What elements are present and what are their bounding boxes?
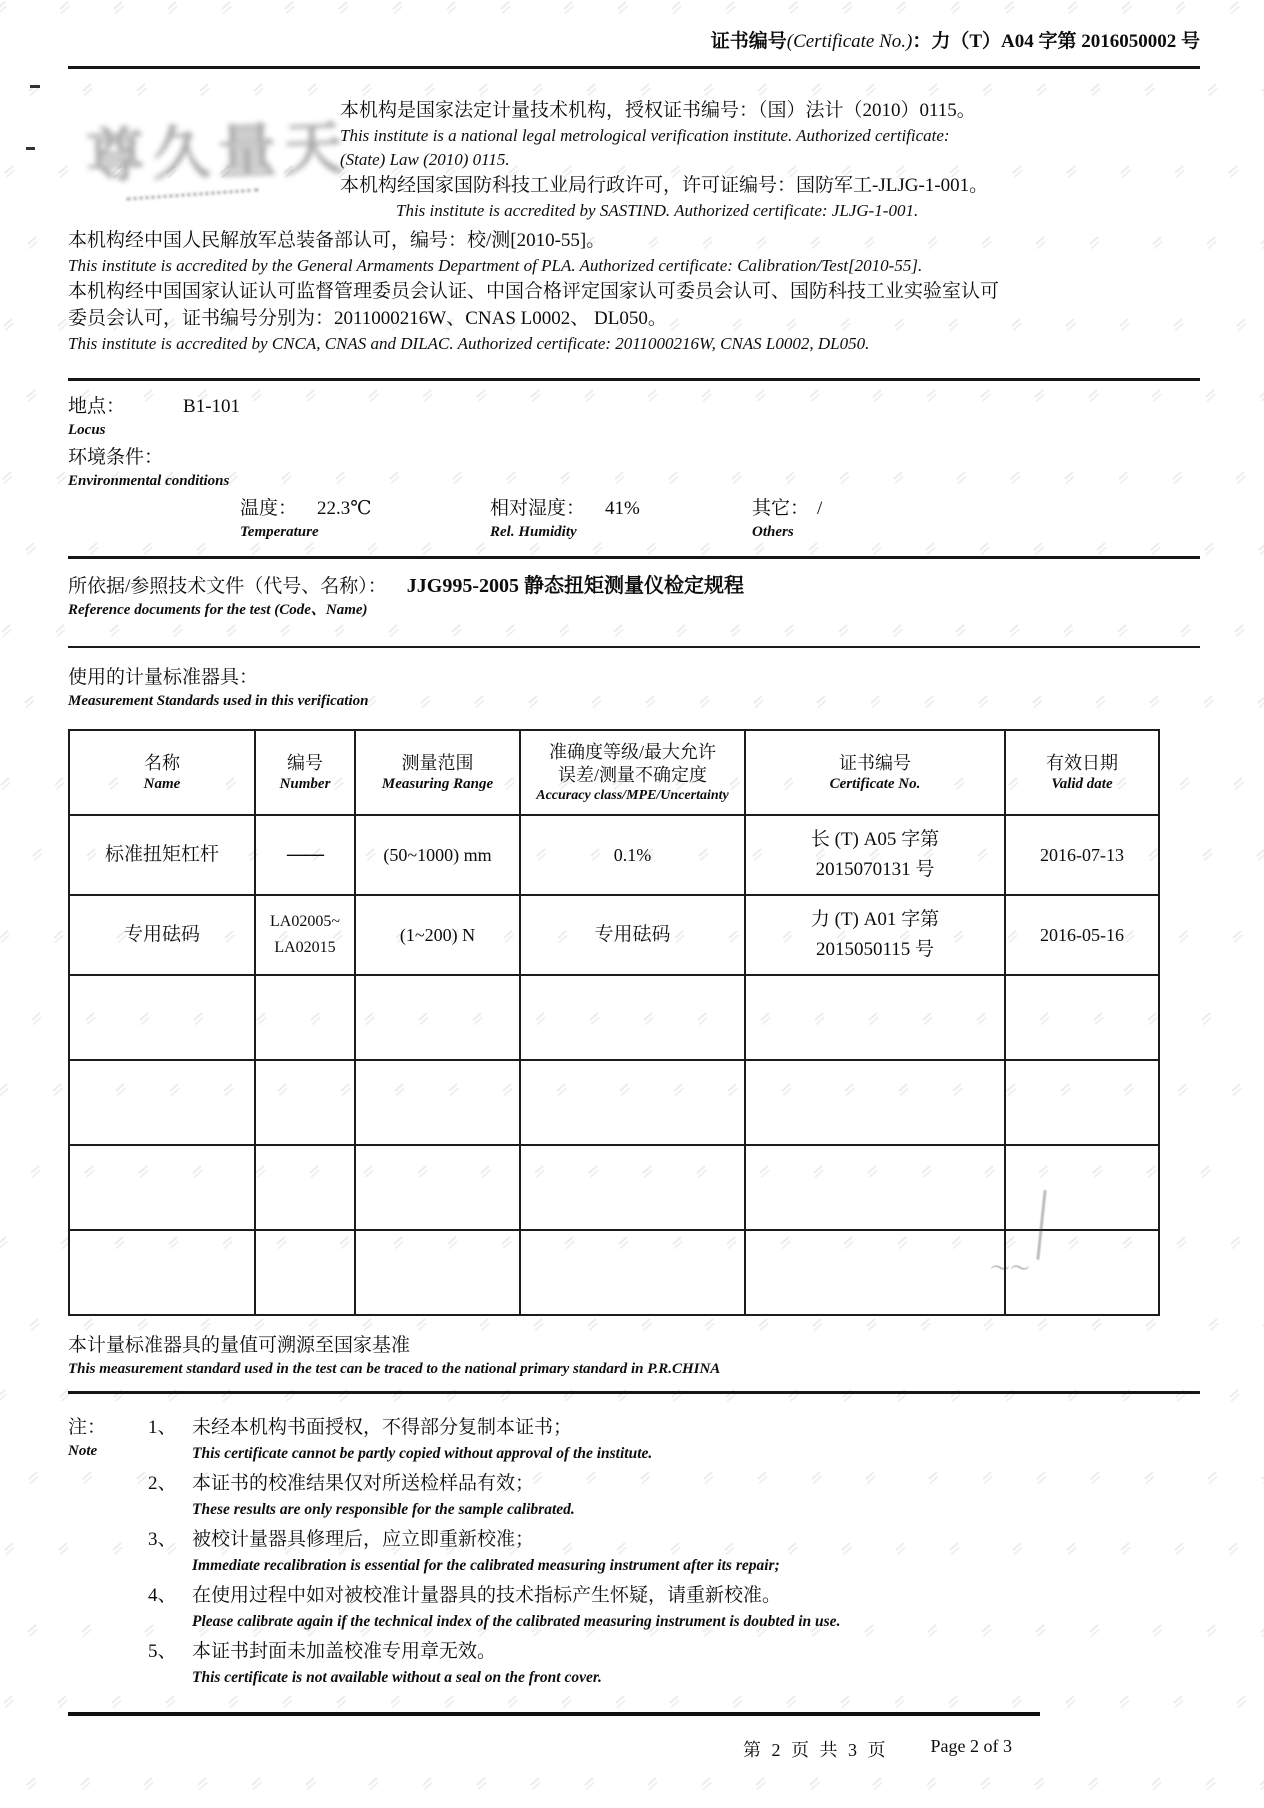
column-header-accuracy [520, 730, 745, 815]
temperature-label-cn: 温度： [240, 498, 298, 519]
environment-item-temperature [240, 495, 490, 542]
certificate-number-line [68, 30, 1200, 54]
traceability-line-cn: 本计量标准器具的量值可溯源至国家基准 [68, 1335, 411, 1356]
header-rule [68, 66, 1200, 69]
section-rule [68, 556, 1200, 559]
cell-accuracy: 专用砝码 [520, 895, 745, 975]
column-label-en: Valid date [1051, 776, 1113, 792]
others-label-cn: 其它： [752, 498, 810, 519]
note-text-en: This certificate is not available without a seal on the front cover. [192, 1669, 602, 1686]
note-item [148, 1526, 1200, 1578]
reference-line [68, 573, 1200, 600]
accreditation-line-cn: 本机构经中国人民解放军总装备部认可，编号：校/测[2010-55]。 [68, 230, 606, 251]
location-label-en: Locus [68, 422, 106, 438]
environment-label-en: Environmental conditions [68, 473, 230, 489]
note-text-en: These results are only responsible for the sample calibrated. [192, 1501, 575, 1518]
certificate-number-label-cn: 证书编号 [710, 31, 787, 52]
humidity-label-en: Rel. Humidity [490, 524, 577, 540]
humidity-value: 41% [605, 498, 640, 519]
reference-label-cn: 所依据/参照技术文件（代号、名称）： [68, 576, 387, 597]
column-header-name [69, 730, 255, 815]
standards-title-en: Measurement Standards used in this verification [68, 693, 369, 709]
accreditation-line-en: This institute is accredited by the General Armaments Department of PLA. Authorized certificate: Calibration/Test[2010-55]. [68, 256, 923, 275]
accreditation-line-en: This institute is a national legal metrological verification institute. Authorized certificate: [340, 126, 950, 145]
column-label-cn: 证书编号 [839, 753, 911, 773]
accreditation-line-cn: 本机构经中国国家认证认可监督管理委员会认证、中国合格评定国家认可委员会认可、国防科技工业实验室认可 [68, 281, 1000, 302]
accreditation-line-cn: 本机构是国家法定计量技术机构，授权证书编号：（国）法计（2010）0115。 [340, 100, 976, 121]
cell-certificate: 力 (T) A01 字第 2015050115 号 [745, 895, 1005, 975]
environment-label-cn: 环境条件： [68, 447, 164, 468]
accreditation-line-en: (State) Law (2010) 0115. [340, 150, 510, 169]
column-label-cn: 名称 [144, 753, 180, 773]
others-label-en: Others [752, 524, 794, 540]
others-value: / [817, 498, 823, 519]
note-item [148, 1582, 1200, 1634]
cell-range: (50~1000) mm [355, 815, 520, 895]
note-number: 1、 [148, 1417, 177, 1438]
accreditation-line-en: This institute is accredited by CNCA, CNAS and DILAC. Authorized certificate: 2011000216W, CNAS L0002, DL050. [68, 334, 870, 353]
section-rule [68, 646, 1200, 648]
note-text-cn: 在使用过程中如对被校准计量器具的技术指标产生怀疑，请重新校准。 [192, 1585, 782, 1606]
cell-number: —— [255, 815, 355, 895]
accreditation-line-cn: 本机构经国家国防科技工业局行政许可，许可证编号：国防军工-JLJG-1-001。 [340, 175, 989, 196]
note-text-cn: 本证书的校准结果仅对所送检样品有效； [192, 1473, 535, 1494]
column-label-cn: 准确度等级/最大允许 [548, 741, 716, 762]
column-header-valid-date [1005, 730, 1159, 815]
cell-valid-date: 2016-05-16 [1005, 895, 1159, 975]
page-footer [68, 1736, 1200, 1762]
note-text-cn: 未经本机构书面授权，不得部分复制本证书； [192, 1417, 573, 1438]
temperature-value: 22.3℃ [317, 498, 372, 519]
note-text-cn: 被校计量器具修理后，应立即重新校准； [192, 1529, 535, 1550]
table-row-empty [69, 1060, 1159, 1145]
notes-label-en: Note [68, 1443, 98, 1459]
table-row [69, 895, 1159, 975]
column-label-en: Measuring Range [381, 776, 494, 792]
page-number-cn: 第 2 页 共 3 页 [743, 1740, 889, 1760]
scan-artifact-dash [26, 147, 35, 150]
accreditation-line-cn: 委员会认可，证书编号分别为：2011000216W、CNAS L0002、 DL050。 [68, 308, 667, 329]
environment-item-others [752, 495, 822, 542]
table-header-row [69, 730, 1159, 815]
reference-value: JJG995-2005 静态扭矩测量仪检定规程 [406, 575, 744, 597]
note-text-en: Please calibrate again if the technical index of the calibrated measuring instrument is doubted in use. [192, 1613, 841, 1630]
note-number: 4、 [148, 1585, 177, 1606]
logo-glyphs: 尊久量天 [85, 115, 352, 190]
note-text-cn: 本证书封面未加盖校准专用章无效。 [192, 1641, 497, 1662]
cell-name: 标准扭矩杠杆 [69, 815, 255, 895]
notes-section [68, 1414, 1200, 1694]
certificate-number-label-en: (Certificate No.) [786, 31, 913, 52]
standards-table [68, 729, 1160, 1316]
environment-item-humidity [490, 495, 752, 542]
intro-section [68, 95, 1200, 223]
location-label-cn: 地点： [68, 396, 126, 417]
note-number: 5、 [148, 1641, 177, 1662]
column-label-en: Certificate No. [829, 776, 921, 792]
column-label-cn: 编号 [287, 753, 323, 773]
reference-label-en: Reference documents for the test (Code、Name) [68, 602, 368, 618]
note-number: 2、 [148, 1473, 177, 1494]
location-value: B1-101 [183, 396, 241, 417]
note-item [148, 1470, 1200, 1522]
note-text-en: Immediate recalibration is essential for the calibrated measuring instrument after its repair; [192, 1557, 780, 1574]
cell-valid-date: 2016-07-13 [1005, 815, 1159, 895]
column-header-number [255, 730, 355, 815]
column-label-en: Name [143, 776, 181, 792]
column-label-cn: 误差/测量不确定度 [557, 764, 707, 785]
cell-name: 专用砝码 [69, 895, 255, 975]
note-text-en: This certificate cannot be partly copied without approval of the institute. [192, 1445, 653, 1462]
scan-artifact-dash [30, 85, 40, 88]
standards-title-cn: 使用的计量标准器具： [68, 667, 259, 688]
footer-rule [68, 1712, 1040, 1716]
certificate-number-value: ：力（T）A04 字第 2016050002 号 [912, 31, 1200, 52]
page-number-en: Page 2 of 3 [930, 1736, 1012, 1756]
column-label-en: Number [279, 776, 331, 792]
table-row-empty [69, 1145, 1159, 1230]
note-item [148, 1638, 1200, 1690]
humidity-label-cn: 相对湿度： [490, 498, 586, 519]
notes-items [148, 1414, 1200, 1694]
note-item [148, 1414, 1200, 1466]
column-label-en: Accuracy class/MPE/Uncertainty [536, 787, 729, 803]
traceability-line-en: This measurement standard used in the test can be traced to the national primary standard in P.R.CHINA [68, 1361, 721, 1377]
accreditation-line-en: This institute is accredited by SASTIND. Authorized certificate: JLJG-1-001. [396, 201, 919, 220]
column-label-cn: 有效日期 [1046, 753, 1118, 773]
location-line [68, 393, 1200, 420]
cell-certificate: 长 (T) A05 字第 2015070131 号 [745, 815, 1005, 895]
column-label-cn: 测量范围 [401, 753, 474, 773]
environment-values-row [240, 495, 1200, 542]
table-row-empty [69, 975, 1159, 1060]
column-header-certificate [745, 730, 1005, 815]
cell-range: (1~200) N [355, 895, 520, 975]
section-rule [68, 378, 1200, 381]
cell-accuracy: 0.1% [520, 815, 745, 895]
cell-number: LA02005~ LA02015 [255, 895, 355, 975]
temperature-label-en: Temperature [240, 524, 319, 540]
column-header-range [355, 730, 520, 815]
accreditation-intro-text [340, 95, 1200, 223]
notes-label [68, 1414, 148, 1694]
notes-label-cn: 注： [68, 1417, 107, 1438]
note-number: 3、 [148, 1529, 177, 1550]
section-rule [68, 1391, 1200, 1394]
table-row [69, 815, 1159, 895]
scan-artifact-squiggle: ～～ [990, 1258, 1030, 1280]
calligraphy-logo [68, 95, 352, 213]
